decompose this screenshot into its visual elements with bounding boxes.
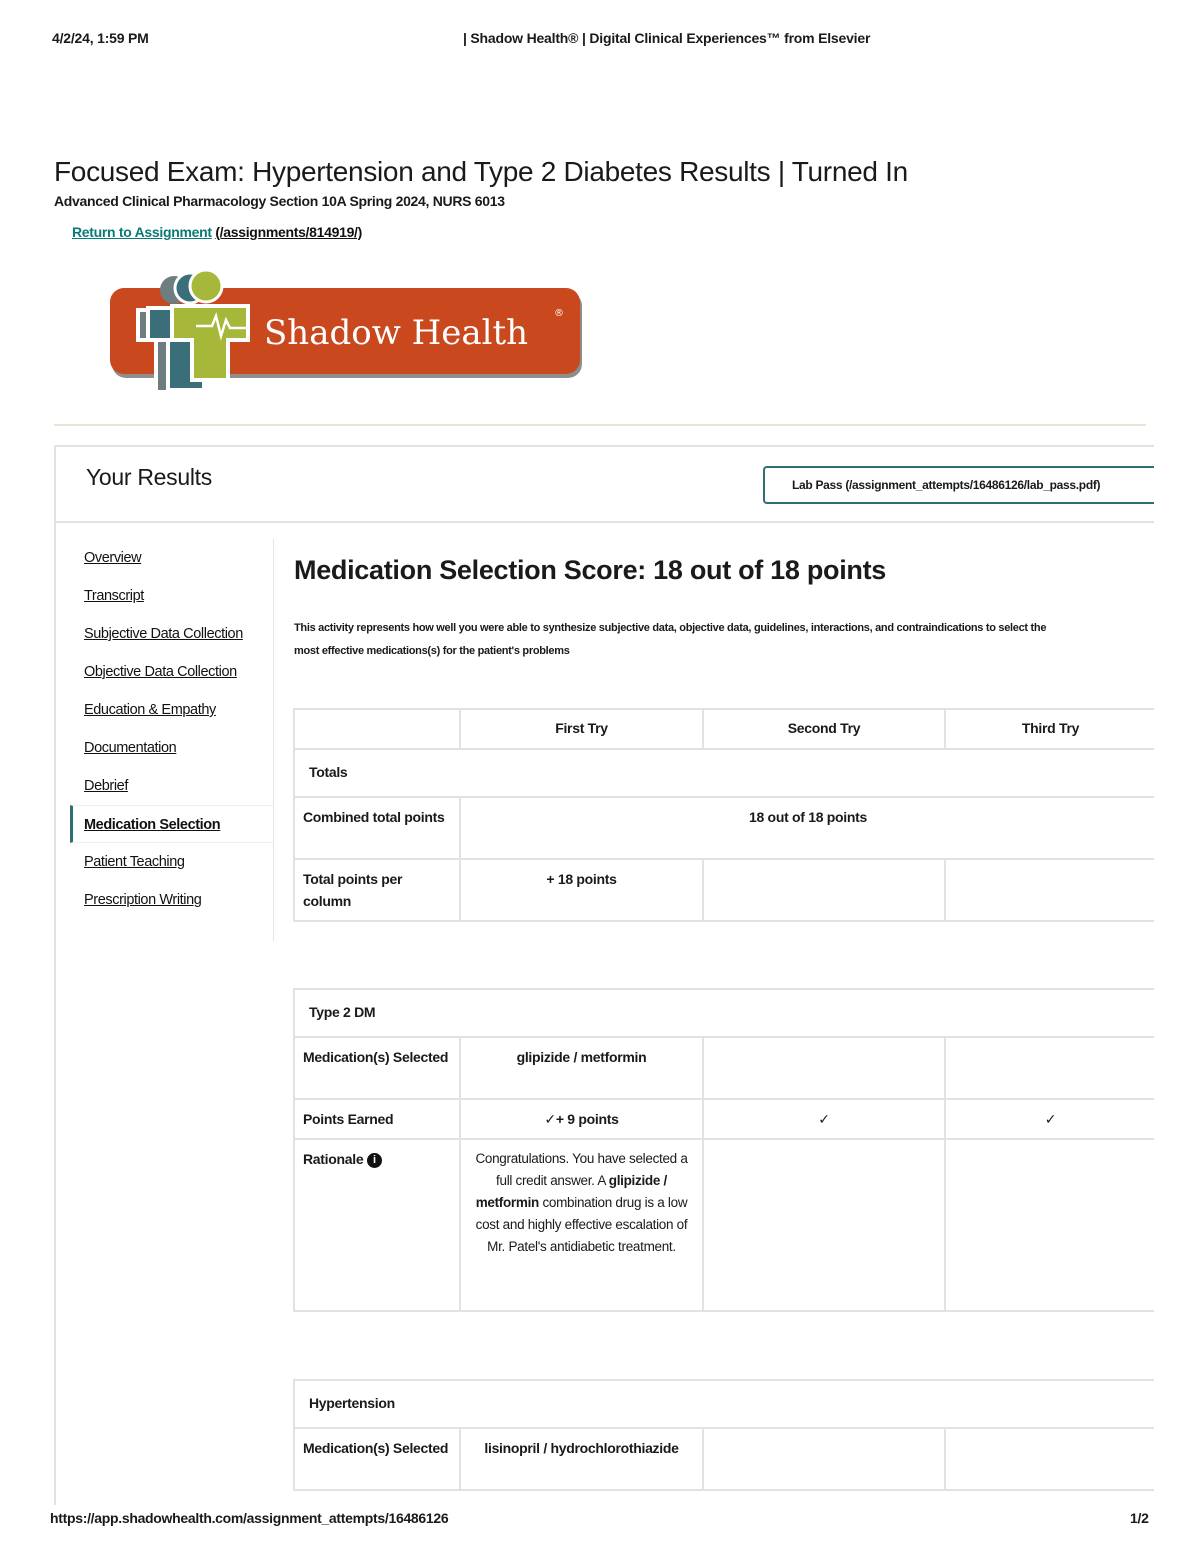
nav-item-objective-data[interactable]: Objective Data Collection <box>84 664 237 680</box>
type2dm-points-row <box>294 1099 1154 1139</box>
nav-item-overview[interactable]: Overview <box>84 550 142 566</box>
print-page-title: | Shadow Health® | Digital Clinical Experiences™ from Elsevier <box>463 30 871 46</box>
nav-item-medication-selection[interactable]: Medication Selection <box>70 805 273 843</box>
info-icon[interactable]: i <box>367 1153 382 1168</box>
type2dm-meds-row <box>294 1037 1154 1099</box>
totals-section-row <box>294 749 1154 797</box>
type2dm-rationale-text <box>460 1139 703 1311</box>
type2dm-points-first: ✓+ 9 points <box>460 1099 703 1139</box>
score-description-line-2: most effective medications(s) for the patient's problems <box>294 645 570 657</box>
nav-item-debrief[interactable]: Debrief <box>84 778 128 794</box>
return-link-row <box>72 224 362 240</box>
shadow-health-logo <box>108 268 588 396</box>
type2dm-meds-label: Medication(s) Selected <box>294 1037 460 1099</box>
type2dm-meds-first: glipizide / metformin <box>460 1037 703 1099</box>
hypertension-section-label: Hypertension <box>294 1380 1154 1428</box>
combined-total-label: Combined total points <box>294 797 460 859</box>
total-per-column-label: Total points per column <box>294 859 460 921</box>
type2dm-section-row <box>294 989 1154 1037</box>
combined-total-value: 18 out of 18 points <box>460 797 1154 859</box>
score-description <box>294 617 1154 663</box>
print-datetime: 4/2/24, 1:59 PM <box>52 30 149 46</box>
header-first-try: First Try <box>460 709 703 749</box>
combined-total-row <box>294 797 1154 859</box>
nav-item-patient-teaching[interactable]: Patient Teaching <box>84 854 185 870</box>
type2dm-meds-third <box>945 1037 1154 1099</box>
hypertension-meds-row <box>294 1428 1154 1490</box>
type2dm-rationale-label-cell <box>294 1139 460 1311</box>
hypertension-meds-second <box>703 1428 945 1490</box>
total-per-column-row <box>294 859 1154 921</box>
hypertension-table <box>293 1379 1154 1491</box>
total-per-column-second <box>703 859 945 921</box>
rationale-text-drug: glipizide / metformin <box>475 1173 667 1210</box>
type2dm-meds-second <box>703 1037 945 1099</box>
nav-item-subjective-data[interactable]: Subjective Data Collection <box>84 626 243 642</box>
results-header <box>56 447 1154 523</box>
results-side-nav <box>70 539 274 941</box>
results-card <box>54 445 1154 1505</box>
logo-registered: ® <box>554 308 564 319</box>
header-second-try: Second Try <box>703 709 945 749</box>
page-title: Focused Exam: Hypertension and Type 2 Diabetes Results | Turned In <box>54 156 908 187</box>
logo-text: Shadow Health <box>264 313 529 353</box>
header-blank <box>294 709 460 749</box>
type2dm-section-label: Type 2 DM <box>294 989 1154 1037</box>
total-per-column-first: + 18 points <box>460 859 703 921</box>
score-title: Medication Selection Score: 18 out of 18 points <box>294 555 887 585</box>
print-url: https://app.shadowhealth.com/assignment_attempts/16486126 <box>50 1510 449 1526</box>
print-page-number: 1/2 <box>1130 1510 1149 1526</box>
hypertension-meds-third <box>945 1428 1154 1490</box>
nav-item-education-empathy[interactable]: Education & Empathy <box>84 702 216 718</box>
nav-item-transcript[interactable]: Transcript <box>84 588 144 604</box>
header-separator <box>54 424 1146 426</box>
nav-item-documentation[interactable]: Documentation <box>84 740 177 756</box>
totals-section-label: Totals <box>294 749 1154 797</box>
return-to-assignment-link[interactable]: Return to Assignment <box>72 224 212 240</box>
type2dm-points-label: Points Earned <box>294 1099 460 1139</box>
type2dm-rationale-row <box>294 1139 1154 1311</box>
totals-table <box>293 708 1154 922</box>
type2dm-points-second: ✓ <box>703 1099 945 1139</box>
table-header-row <box>294 709 1154 749</box>
total-per-column-third <box>945 859 1154 921</box>
score-description-line-1: This activity represents how well you were able to synthesize subjective data, objective data, guidelines, interactions, and contraindications to select the <box>294 622 1047 634</box>
results-heading: Your Results <box>86 464 212 490</box>
rationale-text-pre: Congratulations. You have selected a full credit answer. A <box>475 1151 688 1188</box>
type2dm-rationale-third <box>945 1139 1154 1311</box>
course-name: Advanced Clinical Pharmacology Section 10A Spring 2024, NURS 6013 <box>54 193 505 209</box>
hypertension-section-row <box>294 1380 1154 1428</box>
nav-item-prescription-writing[interactable]: Prescription Writing <box>84 892 202 908</box>
header-third-try: Third Try <box>945 709 1154 749</box>
type2dm-table <box>293 988 1154 1312</box>
type2dm-rationale-label: Rationale <box>303 1151 364 1167</box>
hypertension-meds-label: Medication(s) Selected <box>294 1428 460 1490</box>
return-link-path: (/assignments/814919/) <box>215 224 363 240</box>
type2dm-rationale-second <box>703 1139 945 1311</box>
logo-figure-green-head <box>190 270 222 302</box>
type2dm-points-third: ✓ <box>945 1099 1154 1139</box>
rationale-text-post: combination drug is a low cost and highly effective escalation of Mr. Patel's antidiabetic treatment. <box>475 1195 688 1254</box>
hypertension-meds-first: lisinopril / hydrochlorothiazide <box>460 1428 703 1490</box>
lab-pass-button[interactable]: Lab Pass (/assignment_attempts/16486126/lab_pass.pdf) <box>763 466 1154 504</box>
